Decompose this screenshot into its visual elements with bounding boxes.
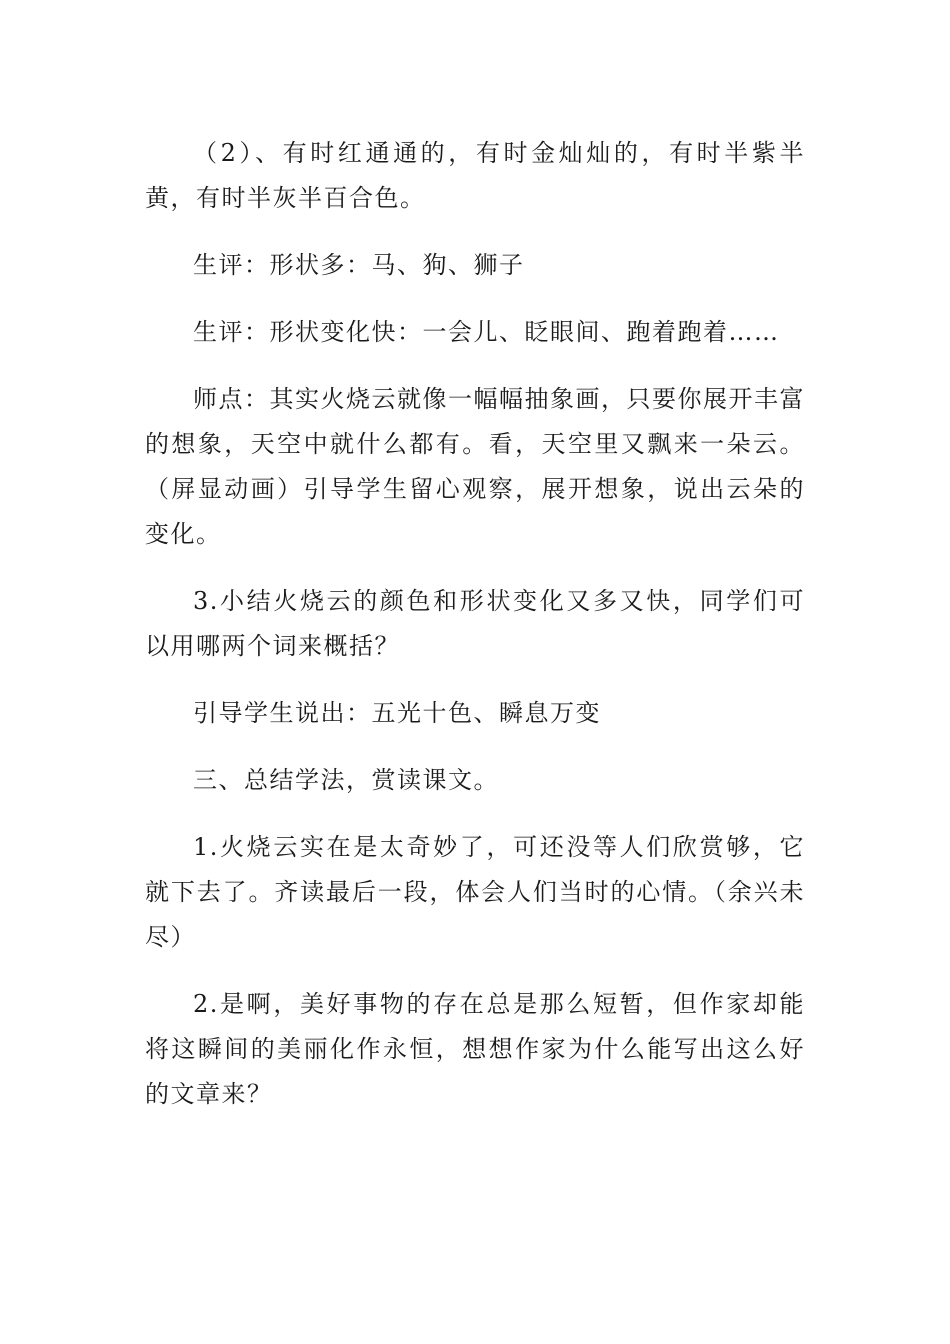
paragraph-summary-question: 3.小结火烧云的颜色和形状变化又多又快，同学们可以用哪两个词来概括？	[145, 587, 805, 660]
paragraph-student-comment-changes: 生评：形状变化快：一会儿、眨眼间、跑着跑着……	[193, 318, 780, 346]
paragraph-student-comment-shapes: 生评：形状多：马、狗、狮子	[193, 251, 525, 279]
paragraph-item-two: 2.是啊，美好事物的存在总是那么短暂，但作家却能将这瞬间的美丽化作永恒，想想作家为什么能写出这么好的文章来？	[145, 990, 805, 1108]
paragraph-guide-answer: 引导学生说出：五光十色、瞬息万变	[193, 699, 601, 727]
document-body	[145, 131, 805, 1117]
section-heading-three: 三、总结学法，赏读课文。	[193, 766, 499, 794]
paragraph-item-one: 1.火烧云实在是太奇妙了，可还没等人们欣赏够，它就下去了。齐读最后一段，体会人们当时的心情。（余兴未尽）	[145, 833, 805, 951]
paragraph-teacher-note: 师点：其实火烧云就像一幅幅抽象画，只要你展开丰富的想象，天空中就什么都有。看，天空里又飘来一朵云。（屏显动画）引导学生留心观察，展开想象，说出云朵的变化。	[145, 385, 805, 548]
paragraph-color-description: （2）、有时红通通的，有时金灿灿的，有时半紫半黄，有时半灰半百合色。	[145, 139, 805, 212]
